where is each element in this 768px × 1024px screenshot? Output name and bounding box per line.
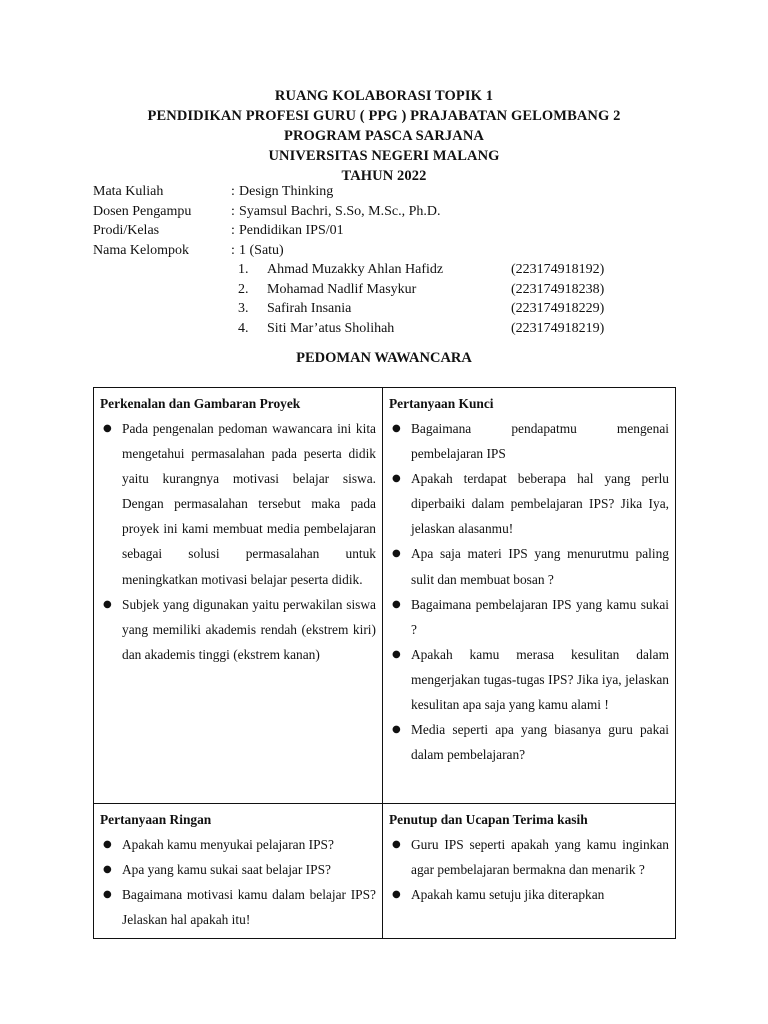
- list-item: ● Media seperti apa yang biasanya guru pakai dalam pembelajaran?: [389, 717, 669, 767]
- member-name: Siti Mar’atus Sholihah: [267, 320, 395, 336]
- member-number: 2.: [238, 281, 249, 297]
- info-label: Nama Kelompok: [93, 242, 190, 258]
- table-row: [94, 388, 676, 804]
- info-separator: :: [231, 203, 235, 219]
- header-line-1: RUANG KOLABORASI TOPIK 1: [274, 88, 494, 104]
- list-item: [238, 319, 638, 339]
- cell-title: Pertanyaan Ringan: [100, 812, 212, 827]
- info-separator: :: [231, 223, 235, 239]
- header-line-4: UNIVERSITAS NEGERI MALANG: [268, 148, 500, 164]
- closing-cell: [383, 804, 676, 939]
- cell-title: Penutup dan Ucapan Terima kasih: [389, 812, 588, 827]
- info-value: Pendidikan IPS/01: [239, 223, 344, 239]
- list-item: ● Apakah terdapat beberapa hal yang perlu diperbaiki dalam pembelajaran IPS? Jika Iya, jelaskan alasanmu!: [389, 466, 669, 541]
- member-id: (223174918219): [511, 320, 605, 336]
- bullet-list: [389, 416, 669, 767]
- header-line-2: PENDIDIKAN PROFESI GURU ( PPG ) PRAJABATAN GELOMBANG 2: [147, 108, 621, 124]
- list-item: ● Subjek yang digunakan yaitu perwakilan siswa yang memiliki akademis rendah (ekstrem kiri) dan akademis tinggi (ekstrem kanan): [100, 592, 376, 667]
- bullet-list: [100, 416, 376, 667]
- info-value: 1 (Satu): [239, 242, 284, 258]
- interview-guide-table: [93, 387, 676, 939]
- section-title: PEDOMAN WAWANCARA: [296, 350, 472, 366]
- list-item: ● Bagaimana motivasi kamu dalam belajar IPS?Jelaskan hal apakah itu!: [100, 882, 376, 932]
- key-questions-cell: [383, 388, 676, 804]
- header-line-3: PROGRAM PASCA SARJANA: [284, 128, 484, 144]
- intro-cell: [94, 388, 383, 804]
- info-separator: :: [231, 242, 235, 258]
- member-id: (223174918192): [511, 262, 605, 277]
- list-item: [238, 260, 638, 280]
- light-questions-cell: [94, 804, 383, 939]
- info-separator: :: [231, 184, 235, 199]
- list-item: [238, 280, 638, 300]
- list-item: ● Bagaimana pembelajaran IPS yang kamu sukai ?: [389, 592, 669, 642]
- member-number: 3.: [238, 301, 249, 317]
- member-id: (223174918238): [511, 281, 605, 297]
- document-header: [0, 86, 768, 186]
- info-label: Mata Kuliah: [93, 184, 164, 199]
- member-name: Safirah Insania: [267, 301, 352, 317]
- list-item: ● Apakah kamu setuju jika diterapkan: [389, 882, 669, 907]
- info-value: Syamsul Bachri, S.So, M.Sc., Ph.D.: [239, 203, 441, 219]
- member-name: Ahmad Muzakky Ahlan Hafidz: [267, 262, 444, 277]
- list-item: ● Bagaimana pendapatmu mengenai pembelajaran IPS: [389, 416, 669, 466]
- member-name: Mohamad Nadlif Masykur: [267, 281, 417, 297]
- info-label: Prodi/Kelas: [93, 223, 160, 239]
- list-item: ● Apa yang kamu sukai saat belajar IPS?: [100, 857, 376, 882]
- list-item: ● Pada pengenalan pedoman wawancara ini kita mengetahui permasalahan pada peserta didik yaitu kurangnya motivasi belajar siswa. Dengan permasalahan tersebut maka pada proyek ini kami membuat media pembelajaran sebagai solusi permasalahan untuk meningkatkan motivasi belajar peserta didik.: [100, 416, 376, 592]
- list-item: [238, 299, 638, 319]
- table-row: [94, 804, 676, 939]
- list-item: ● Apakah kamu merasa kesulitan dalam mengerjakan tugas-tugas IPS? Jika iya, jelaskan kesulitan apa saja yang kamu alami !: [389, 642, 669, 717]
- cell-title: Pertanyaan Kunci: [389, 396, 494, 411]
- cell-title: Perkenalan dan Gambaran Proyek: [100, 396, 301, 411]
- list-item: ● Guru IPS seperti apakah yang kamu inginkan agar pembelajaran bermakna dan menarik ?: [389, 832, 669, 882]
- info-value: Design Thinking: [239, 184, 334, 199]
- list-item: ● Apa saja materi IPS yang menurutmu paling sulit dan membuat bosan ?: [389, 541, 669, 591]
- header-line-5: TAHUN 2022: [341, 168, 427, 184]
- member-list: [238, 260, 638, 338]
- member-number: 4.: [238, 320, 249, 336]
- info-label: Dosen Pengampu: [93, 203, 192, 219]
- bullet-list: [100, 832, 376, 932]
- list-item: ● Apakah kamu menyukai pelajaran IPS?: [100, 832, 376, 857]
- member-number: 1.: [238, 262, 249, 277]
- bullet-list: [389, 832, 669, 907]
- member-id: (223174918229): [511, 301, 605, 317]
